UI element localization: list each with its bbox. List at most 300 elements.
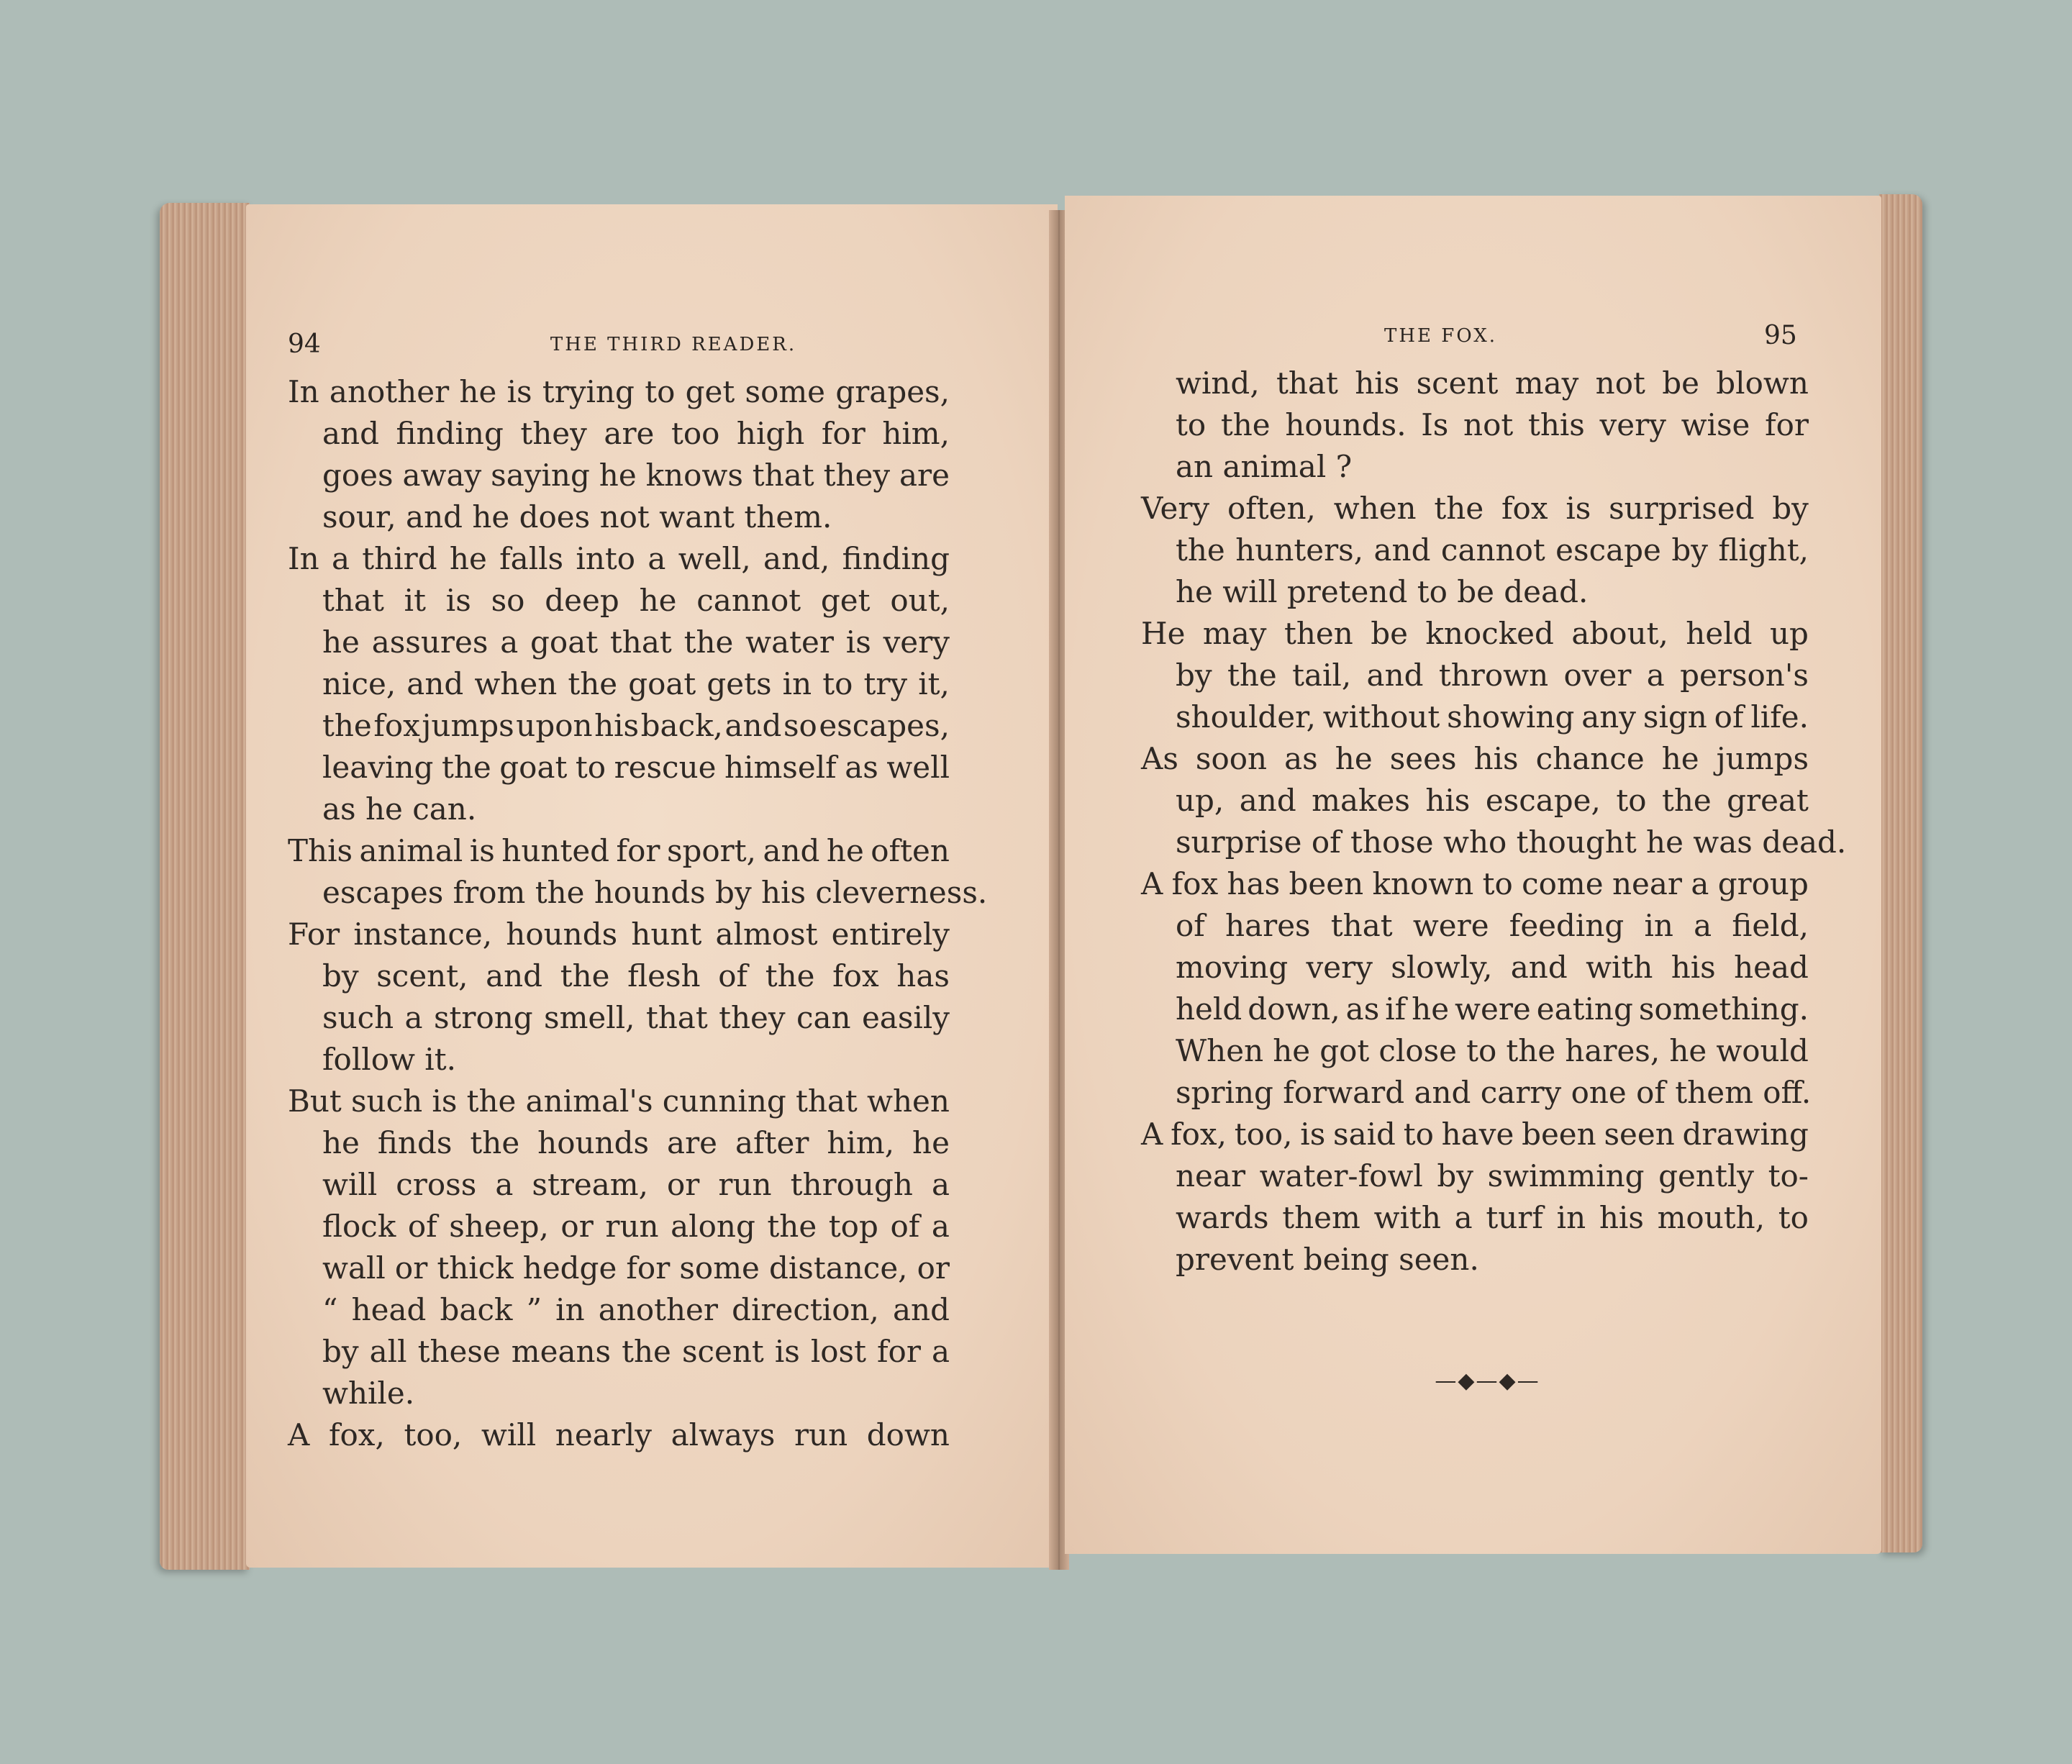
word: with [1373, 1200, 1441, 1235]
word: and [1239, 783, 1296, 818]
word: escape [1555, 532, 1661, 568]
word: get [820, 583, 871, 618]
word: these [417, 1334, 501, 1369]
word: a [500, 624, 519, 660]
word: that [752, 458, 814, 493]
word: seen [1604, 1117, 1675, 1152]
text-line [288, 747, 950, 788]
text-line [288, 538, 950, 580]
word: or [667, 1167, 700, 1202]
word: back [440, 1292, 513, 1327]
word: by [1176, 658, 1212, 693]
word: as [845, 750, 878, 785]
word: his [1425, 783, 1471, 818]
word: scent [1416, 365, 1499, 401]
text-line: spring forward and carry one of them off. [1176, 1075, 1812, 1110]
left-text-block [288, 371, 988, 1456]
word: A [1141, 866, 1163, 901]
word: wall [322, 1250, 386, 1286]
word: A [1141, 1117, 1163, 1152]
word: distance, [768, 1250, 908, 1286]
word: direction, [732, 1292, 879, 1327]
word: when [867, 1083, 950, 1119]
word: by [1437, 1158, 1474, 1194]
word: known [1372, 866, 1474, 901]
word: along [671, 1209, 755, 1244]
text-line [288, 955, 950, 997]
word: not [1463, 407, 1514, 442]
text-line [288, 413, 950, 455]
word: shoulder, [1176, 699, 1316, 735]
text-line [288, 1122, 950, 1164]
word: is [774, 1334, 800, 1369]
word: not [1595, 365, 1645, 401]
word: then [1283, 616, 1353, 651]
word: too [671, 416, 720, 451]
word: wards [1176, 1200, 1269, 1235]
word: goes [322, 458, 394, 493]
text-line [1141, 905, 1809, 947]
word: very [1599, 407, 1666, 442]
word: He [1141, 616, 1186, 651]
word: his [1599, 1200, 1644, 1235]
word: gently [1658, 1158, 1754, 1194]
running-head: THE THIRD READER. [550, 334, 797, 355]
word: is [469, 833, 495, 868]
word: a [648, 541, 666, 576]
text-line [288, 914, 950, 955]
word: to [822, 666, 853, 701]
word: come [1522, 866, 1604, 901]
word: always [671, 1417, 776, 1452]
word: for [616, 833, 660, 868]
word: slowly, [1391, 950, 1493, 985]
word: As [1141, 741, 1178, 776]
word: that [795, 1083, 858, 1119]
section-end-ornament: —◆—◆— [1435, 1368, 1540, 1394]
word: or [560, 1209, 594, 1244]
word: very [1306, 950, 1373, 985]
word: well, [678, 541, 751, 576]
word: assures [371, 624, 489, 660]
page-number: 95 [1764, 321, 1797, 350]
word: for [821, 416, 865, 451]
word: have [1441, 1117, 1514, 1152]
word: almost [715, 917, 818, 952]
word: escapes, [819, 708, 950, 743]
word: chance [1535, 741, 1645, 776]
word: run [718, 1167, 772, 1202]
text-line [288, 455, 950, 496]
word: cross [396, 1167, 477, 1202]
word: as [1345, 991, 1380, 1027]
word: to [575, 750, 606, 785]
word: a [1454, 1200, 1473, 1235]
word: the [1176, 532, 1225, 568]
right-page [1065, 196, 1881, 1554]
word: will [322, 1167, 378, 1202]
word: to [1403, 1117, 1434, 1152]
word: is [445, 583, 471, 618]
word: very [883, 624, 950, 660]
word: hares, [1565, 1033, 1660, 1068]
word: up, [1176, 783, 1224, 818]
word: fox [373, 708, 420, 743]
word: his [1671, 950, 1716, 985]
word: of [718, 958, 748, 994]
text-line: surprise of those who thought he was dead. [1176, 824, 1847, 860]
word: his [1473, 741, 1519, 776]
word: cunning [662, 1083, 786, 1119]
word: animal [359, 833, 463, 868]
text-line [1141, 1114, 1809, 1155]
word: life. [1750, 699, 1809, 735]
word: deep [545, 583, 619, 618]
word: the [466, 1083, 517, 1119]
word: cannot [696, 583, 801, 618]
text-line [288, 1247, 950, 1289]
word: some [679, 1250, 760, 1286]
word: to [645, 374, 676, 409]
word: makes [1312, 783, 1410, 818]
word: held [1686, 616, 1753, 651]
word: down, [1248, 991, 1340, 1027]
text-line [288, 830, 950, 872]
word: they [520, 416, 587, 451]
word: near [1612, 866, 1682, 901]
text-line [1141, 488, 1809, 529]
word: for [877, 1334, 921, 1369]
page-edges-left [160, 203, 250, 1570]
word: sees [1389, 741, 1457, 776]
word: a [931, 1209, 950, 1244]
word: about, [1571, 616, 1668, 651]
word: top [828, 1209, 878, 1244]
word: finds [377, 1125, 453, 1160]
text-line [288, 663, 950, 705]
word: his [594, 708, 640, 743]
text-line [1141, 655, 1809, 696]
word: water-fowl [1259, 1158, 1423, 1194]
word: such [351, 1083, 423, 1119]
word: hounds [506, 917, 618, 952]
word: mouth, [1657, 1200, 1766, 1235]
word: field, [1732, 908, 1809, 943]
word: by [1671, 532, 1708, 568]
word: and [1373, 532, 1431, 568]
word: sport, [666, 833, 756, 868]
word: if [1385, 991, 1407, 1027]
word: Is [1421, 407, 1449, 442]
word: the [1227, 658, 1277, 693]
text-line [1141, 404, 1809, 446]
word: For [288, 917, 340, 952]
word: down [866, 1417, 950, 1452]
word: that [645, 1000, 708, 1035]
word: been [1522, 1117, 1596, 1152]
word: wind, [1176, 365, 1260, 401]
word: thick [437, 1250, 514, 1286]
text-line [1141, 613, 1809, 655]
word: would [1716, 1033, 1809, 1068]
word: turf [1486, 1200, 1543, 1235]
word: nice, [322, 666, 396, 701]
word: saying [491, 458, 590, 493]
word: over [1563, 658, 1632, 693]
word: he [826, 833, 864, 868]
word: too, [404, 1417, 463, 1452]
word: jumps [422, 708, 514, 743]
word: of [890, 1209, 920, 1244]
word: often [871, 833, 950, 868]
word: tail, [1292, 658, 1352, 693]
word: were [1412, 908, 1489, 943]
word: and [1366, 658, 1424, 693]
word: water [745, 624, 834, 660]
word: In [288, 374, 319, 409]
text-line [1141, 696, 1809, 738]
word: knows [645, 458, 743, 493]
word: to [1466, 1033, 1497, 1068]
word: sign [1642, 699, 1707, 735]
word: often, [1227, 491, 1316, 526]
word: they [719, 1000, 786, 1035]
word: wise [1681, 407, 1750, 442]
text-line [1141, 1030, 1809, 1072]
word: the [765, 958, 815, 994]
word: are [667, 1125, 718, 1160]
word: great [1727, 783, 1809, 818]
word: by [322, 1334, 359, 1369]
word: all [369, 1334, 407, 1369]
word: smell, [544, 1000, 635, 1035]
word: gets [706, 666, 772, 701]
word: is [506, 374, 532, 409]
word: escape, [1485, 783, 1601, 818]
word: cannot [1440, 532, 1545, 568]
word: goat [499, 750, 568, 785]
word: any [1581, 699, 1637, 735]
text-line [1141, 988, 1809, 1030]
text-line [1141, 529, 1809, 571]
word: When [1176, 1033, 1264, 1068]
word: the [1434, 491, 1484, 526]
word: finding [842, 541, 950, 576]
text-line [288, 1289, 950, 1331]
word: when [1333, 491, 1417, 526]
word: the [322, 708, 372, 743]
word: another [329, 374, 450, 409]
text-line [288, 997, 950, 1039]
word: trying [542, 374, 635, 409]
word: hedge [522, 1250, 617, 1286]
word: out, [890, 583, 950, 618]
word: a [1691, 866, 1709, 901]
page-number: 94 [288, 329, 321, 359]
word: head [351, 1292, 427, 1327]
word: knocked [1425, 616, 1554, 651]
word: they [823, 458, 891, 493]
word: up [1769, 616, 1809, 651]
word: he [322, 624, 360, 660]
word: are [604, 416, 655, 451]
word: he [1335, 741, 1373, 776]
word: fox, [328, 1417, 385, 1452]
word: so [783, 708, 817, 743]
word: surprised [1609, 491, 1755, 526]
word: for [626, 1250, 671, 1286]
word: easily [861, 1000, 950, 1035]
text-line [288, 1164, 950, 1206]
text-line [1141, 780, 1809, 822]
word: head [1734, 950, 1809, 985]
text-line [288, 1081, 950, 1122]
word: goat [530, 624, 599, 660]
word: nearly [555, 1417, 652, 1452]
word: the [1220, 407, 1271, 442]
word: may [1202, 616, 1267, 651]
word: and [406, 666, 464, 701]
word: third [362, 541, 437, 576]
word: rescue [614, 750, 717, 785]
word: this [1527, 407, 1585, 442]
text-line: as he can. [322, 791, 477, 827]
word: in [555, 1292, 585, 1327]
word: has [896, 958, 950, 994]
word: it [404, 583, 426, 618]
word: strong [433, 1000, 533, 1035]
word: his [1355, 365, 1400, 401]
word: run [605, 1209, 659, 1244]
text-line [1141, 363, 1809, 404]
word: instance, [353, 917, 493, 952]
word: scent [681, 1334, 764, 1369]
word: to- [1768, 1158, 1809, 1194]
word: animal's [525, 1083, 653, 1119]
word: he [599, 458, 637, 493]
word: be [1371, 616, 1408, 651]
word: But [288, 1083, 342, 1119]
word: This [288, 833, 353, 868]
text-line [288, 1206, 950, 1247]
word: flesh [627, 958, 701, 994]
word: a [1694, 908, 1712, 943]
word: sheep, [449, 1209, 549, 1244]
word: A [288, 1417, 310, 1452]
word: person's [1680, 658, 1809, 693]
word: he [322, 1125, 360, 1160]
word: he [1412, 991, 1450, 1027]
word: in [1644, 908, 1673, 943]
text-line: he will pretend to be dead. [1176, 574, 1589, 609]
word: stream, [532, 1167, 648, 1202]
word: hunt [631, 917, 702, 952]
word: when [474, 666, 558, 701]
word: for [1765, 407, 1809, 442]
word: is [845, 624, 871, 660]
word: and [486, 958, 543, 994]
word: goat [628, 666, 696, 701]
word: moving [1176, 950, 1289, 985]
word: him, [827, 1125, 895, 1160]
word: such [322, 1000, 394, 1035]
word: a [931, 1167, 950, 1202]
word: is [432, 1083, 458, 1119]
word: group [1717, 866, 1809, 901]
word: the [560, 958, 610, 994]
word: or [917, 1250, 950, 1286]
word: that [1276, 365, 1338, 401]
word: a [331, 541, 350, 576]
word: too, [1234, 1117, 1293, 1152]
word: as [1284, 741, 1318, 776]
word: hunted [501, 833, 610, 868]
word: the [568, 666, 618, 701]
word: by [322, 958, 359, 994]
word: get [685, 374, 735, 409]
word: upon [516, 708, 593, 743]
text-line [288, 371, 950, 413]
word: him, [882, 416, 950, 451]
word: fox [832, 958, 879, 994]
text-line [288, 622, 950, 663]
word: he [912, 1125, 950, 1160]
word: and [763, 833, 820, 868]
word: it, [918, 666, 950, 701]
word: hunters, [1235, 532, 1364, 568]
word: is [1566, 491, 1591, 526]
word: a [931, 1334, 950, 1369]
word: will [481, 1417, 537, 1452]
word: or [394, 1250, 428, 1286]
word: falls [499, 541, 564, 576]
word: swimming [1487, 1158, 1645, 1194]
word: the [441, 750, 491, 785]
word: and [322, 416, 379, 451]
text-line [1141, 863, 1809, 905]
text-line [1141, 947, 1809, 988]
word: he [1669, 1033, 1707, 1068]
text-line: prevent being seen. [1176, 1242, 1479, 1277]
word: he [1273, 1033, 1311, 1068]
word: he [1661, 741, 1699, 776]
word: to [1482, 866, 1513, 901]
word: showing [1447, 699, 1575, 735]
word: thrown [1438, 658, 1549, 693]
word: without [1322, 699, 1440, 735]
text-line [1141, 738, 1809, 780]
word: that [322, 583, 384, 618]
word: of [407, 1209, 437, 1244]
word: in [782, 666, 812, 701]
word: back, [640, 708, 723, 743]
text-line: escapes from the hounds by his cleverness. [322, 875, 988, 910]
word: he [449, 541, 487, 576]
text-line [288, 580, 950, 622]
word: he [639, 583, 677, 618]
text-line [288, 1414, 950, 1456]
word: were [1455, 991, 1531, 1027]
word: the [1506, 1033, 1556, 1068]
word: himself [724, 750, 837, 785]
word: of [1176, 908, 1205, 943]
word: through [790, 1167, 913, 1202]
word: that [1330, 908, 1393, 943]
word: In [288, 541, 319, 576]
word: has [1227, 866, 1281, 901]
word: said [1333, 1117, 1396, 1152]
word: of [1714, 699, 1744, 735]
